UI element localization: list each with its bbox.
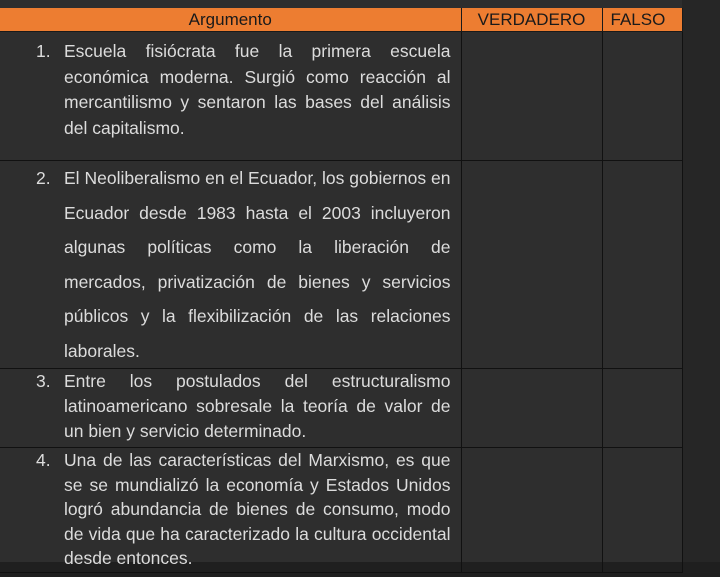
table-row <box>0 448 682 573</box>
table-row <box>0 369 682 448</box>
header-false: FALSO <box>602 8 682 32</box>
item-number: 3. <box>36 371 51 391</box>
argument-cell <box>0 448 461 573</box>
true-answer-cell[interactable] <box>461 161 602 369</box>
right-margin <box>682 0 720 577</box>
header-true: VERDADERO <box>461 8 602 32</box>
true-answer-cell[interactable] <box>461 448 602 573</box>
true-false-table <box>0 8 683 573</box>
item-number: 1. <box>36 41 51 61</box>
false-answer-cell[interactable] <box>602 448 682 573</box>
argument-text: Entre los postulados del estructuralismo latinoamericano sobresale la teoría de valor de un bien y servicio determinado. <box>64 371 451 441</box>
header-row <box>0 8 682 32</box>
false-answer-cell[interactable] <box>602 161 682 369</box>
table-row <box>0 161 682 369</box>
true-answer-cell[interactable] <box>461 32 602 161</box>
header-argument: Argumento <box>0 8 461 32</box>
false-answer-cell[interactable] <box>602 32 682 161</box>
argument-text: Escuela fisiócrata fue la primera escuela económica moderna. Surgió como reacción al mercantilismo y sentaron las bases del análisis del capitalismo. <box>64 41 451 138</box>
false-answer-cell[interactable] <box>602 369 682 448</box>
true-answer-cell[interactable] <box>461 369 602 448</box>
argument-cell <box>0 369 461 448</box>
table-row <box>0 32 682 161</box>
item-number: 4. <box>36 450 51 470</box>
argument-cell <box>0 32 461 161</box>
item-number: 2. <box>36 168 51 188</box>
argument-text: Una de las características del Marxismo, es que se se mundializó la economía y Estados Unidos logró abundancia de bienes de consumo, modo de vida que ha caracterizado la cultura occidental desde entonces. <box>64 450 451 568</box>
argument-text: El Neoliberalismo en el Ecuador, los gobiernos en Ecuador desde 1983 hasta el 2003 incluyeron algunas políticas como la liberación de mercados, privatización de bienes y servicios públicos y la flexibilización de las relaciones laborales. <box>64 168 451 361</box>
argument-cell <box>0 161 461 369</box>
